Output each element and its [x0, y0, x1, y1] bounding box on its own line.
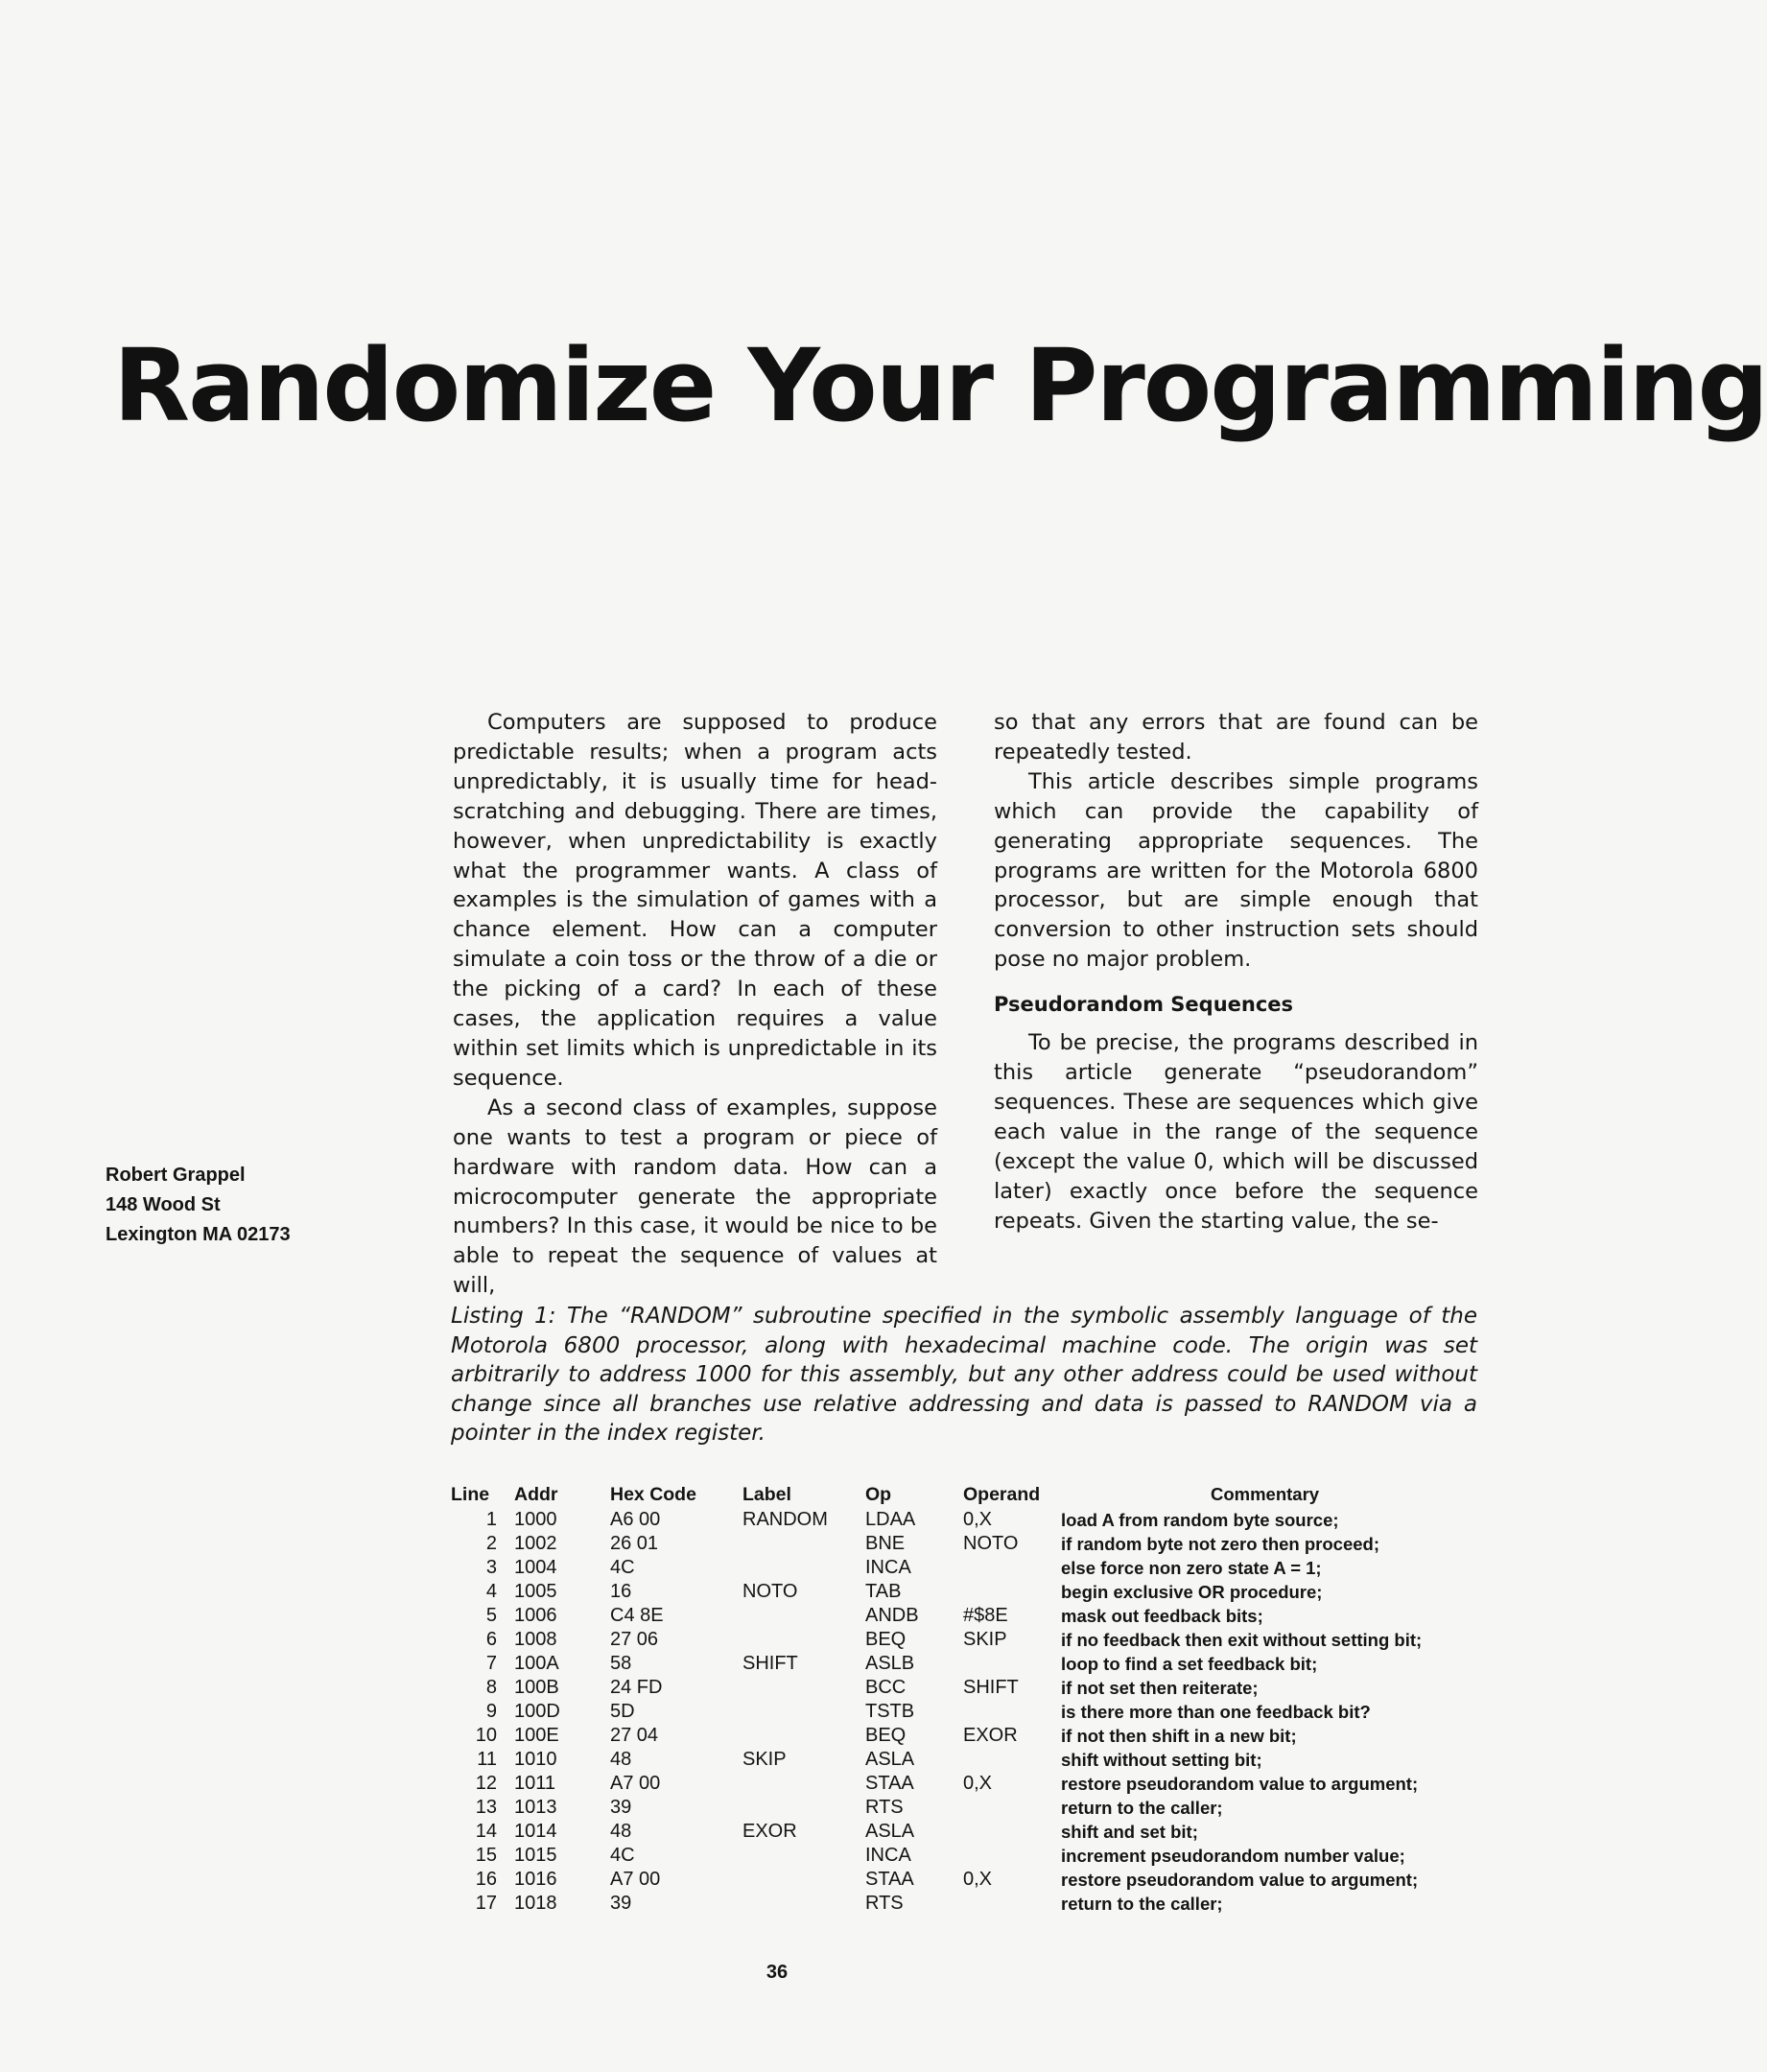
listing-row [451, 1796, 1487, 1820]
row-addr: 1002 [514, 1533, 557, 1554]
row-op: ANDB [865, 1605, 919, 1626]
row-commentary: return to the caller; [1061, 1894, 1223, 1914]
listing-row [451, 1820, 1487, 1844]
body-column-left [453, 708, 937, 1301]
row-label: RANDOM [742, 1509, 828, 1530]
row-addr: 1008 [514, 1629, 557, 1650]
row-hex-code: C4 8E [610, 1605, 664, 1626]
paragraph: Computers are supposed to produce predictable results; when a program acts unpredictably, it is usually time for head-scratching and debugging. There are times, however, when unpredictability is exactly what the programmer wants. A class of examples is the simulation of games with a chance element. How can a computer simulate a coin toss or the throw of a die or the picking of a card? In each of these cases, the application requires a value within set limits which is unpredictable in its sequence. [453, 710, 937, 1091]
row-addr: 1000 [514, 1509, 557, 1530]
listing-row [451, 1604, 1487, 1628]
row-operand: 0,X [963, 1509, 993, 1530]
row-line: 4 [485, 1581, 497, 1602]
row-operand: SKIP [963, 1629, 1007, 1650]
row-op: STAA [865, 1773, 914, 1794]
row-line: 8 [485, 1677, 497, 1698]
header-op: Op [865, 1484, 892, 1505]
row-operand: 0,X [963, 1773, 993, 1794]
row-addr: 1006 [514, 1605, 557, 1626]
row-hex-code: A6 00 [610, 1509, 661, 1530]
article-title: Randomize Your Programming [113, 327, 1767, 444]
row-line: 13 [475, 1797, 497, 1818]
row-op: STAA [865, 1869, 914, 1890]
section-heading: Pseudorandom Sequences [994, 993, 1294, 1017]
row-commentary: if random byte not zero then proceed; [1061, 1534, 1379, 1554]
row-op: INCA [865, 1557, 911, 1578]
paragraph: so that any errors that are found can be repeatedly tested. [994, 710, 1478, 765]
listing-row [451, 1772, 1487, 1796]
listing-caption: Listing 1: The “RANDOM” subroutine specified in the symbolic assembly language of the Motorola 6800 processor, along with hexadecimal machine code. The origin was set arbitrarily to address 1000 for this assembly, but any other address could be used without change since all branches use relative addressing and data is passed to RANDOM via a pointer in the index register. [451, 1304, 1477, 1446]
row-addr: 1013 [514, 1797, 557, 1818]
row-line: 12 [475, 1773, 497, 1794]
author-byline [106, 1161, 326, 1250]
row-line: 1 [485, 1509, 497, 1530]
row-commentary: shift and set bit; [1061, 1822, 1198, 1842]
listing-row [451, 1556, 1487, 1580]
paragraph: As a second class of examples, suppose one wants to test a program or piece of hardware with random data. How can a microcomputer generate the appropriate numbers? In this case, it would be nice to be able to repeat the sequence of values at will, [453, 1095, 937, 1299]
listing-row [451, 1652, 1487, 1676]
row-hex-code: 5D [610, 1701, 635, 1722]
row-commentary: if not set then reiterate; [1061, 1678, 1259, 1698]
row-line: 9 [485, 1701, 497, 1722]
row-line: 11 [477, 1749, 497, 1770]
header-operand: Operand [963, 1484, 1041, 1505]
row-line: 10 [475, 1725, 497, 1746]
row-hex-code: A7 00 [610, 1773, 661, 1794]
row-op: LDAA [865, 1509, 916, 1530]
header-label: Label [742, 1484, 791, 1505]
row-commentary: else force non zero state A = 1; [1061, 1558, 1322, 1578]
listing-row [451, 1676, 1487, 1700]
row-hex-code: 58 [610, 1653, 632, 1674]
row-commentary: is there more than one feedback bit? [1061, 1702, 1371, 1722]
row-addr: 1011 [514, 1773, 556, 1794]
row-line: 15 [475, 1845, 497, 1866]
row-addr: 100E [514, 1725, 559, 1746]
listing-row [451, 1508, 1487, 1532]
listing-row [451, 1844, 1487, 1868]
row-operand: NOTO [963, 1533, 1019, 1554]
page-number: 36 [766, 1962, 789, 1983]
row-op: RTS [865, 1893, 904, 1914]
row-operand: EXOR [963, 1725, 1018, 1746]
row-commentary: load A from random byte source; [1061, 1510, 1339, 1530]
row-line: 2 [485, 1533, 497, 1554]
row-hex-code: 4C [610, 1557, 635, 1578]
row-operand: #$8E [963, 1605, 1008, 1626]
row-commentary: return to the caller; [1061, 1798, 1223, 1818]
row-addr: 1018 [514, 1893, 557, 1914]
row-label: NOTO [742, 1581, 798, 1602]
row-hex-code: A7 00 [610, 1869, 661, 1890]
row-commentary: shift without setting bit; [1061, 1750, 1262, 1770]
row-commentary: if no feedback then exit without setting bit; [1061, 1630, 1423, 1650]
row-line: 14 [475, 1821, 497, 1842]
row-hex-code: 26 01 [610, 1533, 659, 1554]
row-commentary: mask out feedback bits; [1061, 1606, 1263, 1626]
paragraph: To be precise, the programs described in this article generate “pseudorandom” sequences. These are sequences which give each value in the range of the sequence (except the value 0, which will be discussed later) exactly once before the sequence repeats. Given the starting value, the se- [994, 1030, 1478, 1234]
author-city: Lexington MA 02173 [106, 1224, 291, 1245]
row-commentary: restore pseudorandom value to argument; [1061, 1774, 1419, 1794]
listing-header-row [451, 1481, 1487, 1508]
row-hex-code: 16 [610, 1581, 632, 1602]
row-hex-code: 39 [610, 1893, 632, 1914]
row-op: BEQ [865, 1725, 907, 1746]
row-addr: 100B [514, 1677, 559, 1698]
row-label: SKIP [742, 1749, 787, 1770]
body-column-right [994, 708, 1478, 1236]
row-op: ASLA [865, 1821, 915, 1842]
row-addr: 100D [514, 1701, 560, 1722]
row-line: 5 [485, 1605, 497, 1626]
listing-row [451, 1580, 1487, 1604]
row-label: SHIFT [742, 1653, 798, 1674]
row-line: 7 [485, 1653, 497, 1674]
row-label: EXOR [742, 1821, 797, 1842]
paragraph: This article describes simple programs which can provide the capability of generating appropriate sequences. The programs are written for the Motorola 6800 processor, but are simple enough that conversion to other instruction sets should pose no major problem. [994, 768, 1478, 973]
listing-row [451, 1868, 1487, 1892]
row-line: 17 [475, 1893, 497, 1914]
row-hex-code: 4C [610, 1845, 635, 1866]
row-addr: 1015 [514, 1845, 557, 1866]
row-hex-code: 27 06 [610, 1629, 659, 1650]
row-op: BEQ [865, 1629, 907, 1650]
row-addr: 1016 [514, 1869, 557, 1890]
listing-row [451, 1700, 1487, 1724]
author-name: Robert Grappel [106, 1165, 246, 1186]
row-op: BNE [865, 1533, 906, 1554]
listing-row [451, 1532, 1487, 1556]
row-operand: 0,X [963, 1869, 993, 1890]
row-op: ASLB [865, 1653, 915, 1674]
row-commentary: loop to find a set feedback bit; [1061, 1654, 1318, 1674]
author-street: 148 Wood St [106, 1194, 221, 1215]
row-op: TAB [865, 1581, 902, 1602]
listing-body [451, 1508, 1487, 1916]
row-commentary: increment pseudorandom number value; [1061, 1846, 1405, 1866]
listing-row [451, 1724, 1487, 1748]
listing-row [451, 1628, 1487, 1652]
row-op: BCC [865, 1677, 907, 1698]
row-commentary: if not then shift in a new bit; [1061, 1726, 1297, 1746]
header-line: Line [451, 1484, 490, 1505]
header-commentary: Commentary [1211, 1484, 1320, 1504]
code-listing-table [451, 1481, 1487, 1916]
row-op: RTS [865, 1797, 904, 1818]
row-addr: 1014 [514, 1821, 557, 1842]
row-op: ASLA [865, 1749, 915, 1770]
row-addr: 1010 [514, 1749, 557, 1770]
row-line: 6 [485, 1629, 497, 1650]
row-op: TSTB [865, 1701, 915, 1722]
row-hex-code: 48 [610, 1749, 632, 1770]
row-operand: SHIFT [963, 1677, 1019, 1698]
row-hex-code: 48 [610, 1821, 632, 1842]
row-addr: 1004 [514, 1557, 557, 1578]
row-commentary: restore pseudorandom value to argument; [1061, 1870, 1419, 1890]
row-hex-code: 24 FD [610, 1677, 663, 1698]
row-addr: 100A [514, 1653, 559, 1674]
row-line: 16 [475, 1869, 497, 1890]
row-line: 3 [485, 1557, 497, 1578]
listing-row [451, 1892, 1487, 1916]
row-op: INCA [865, 1845, 911, 1866]
listing-row [451, 1748, 1487, 1772]
row-hex-code: 27 04 [610, 1725, 659, 1746]
header-addr: Addr [514, 1484, 558, 1505]
header-hex-code: Hex Code [610, 1484, 696, 1505]
row-commentary: begin exclusive OR procedure; [1061, 1582, 1323, 1602]
row-addr: 1005 [514, 1581, 557, 1602]
row-hex-code: 39 [610, 1797, 632, 1818]
